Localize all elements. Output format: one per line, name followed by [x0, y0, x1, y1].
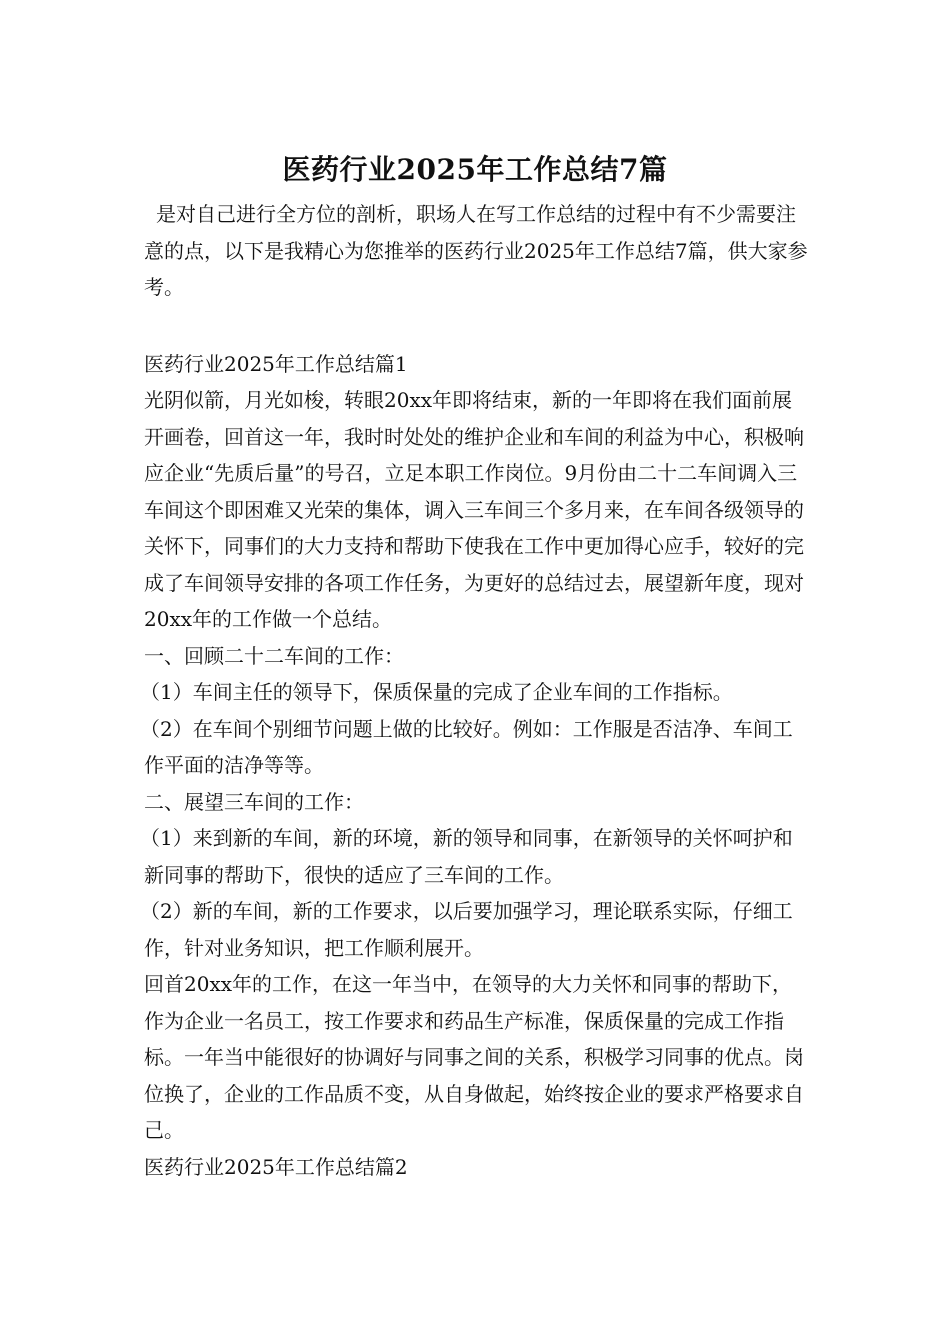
intro-paragraph: 是对自己进行全方位的剖析，职场人在写工作总结的过程中有不少需要注意的点，以下是我精心为您推举的医药行业2025年工作总结7篇，供大家参考。 [144, 202, 808, 299]
section-2-title: 医药行业2025年工作总结篇2 [144, 1154, 408, 1179]
section-1-item-1: （1）车间主任的领导下，保质保量的完成了企业车间的工作指标。 [140, 680, 733, 704]
section-1-paragraph-1: 光阴似箭，月光如梭，转眼20xx年即将结束，新的一年即将在我们面前展开画卷，回首这一年，我时时处处的维护企业和车间的利益为中心，积极响应企业“先质后量”的号召，立足本职工作岗位。9月份由二十二车间调入三车间这个即困难又光荣的集体，调入三车间三个多月来，在车间各级领导的关怀下，同事们的大力支持和帮助下使我在工作中更加得心应手，较好的完成了车间领导安排的各项工作任务，为更好的总结过去，展望新年度，现对20xx年的工作做一个总结。 [144, 388, 804, 631]
section-1-heading-2: 二、展望三车间的工作： [144, 789, 364, 814]
section-1-paragraph-2: 回首20xx年的工作，在这一年当中，在领导的大力关怀和同事的帮助下，作为企业一名员工，按工作要求和药品生产标准，保质保量的完成工作指标。一年当中能很好的协调好与同事之间的关系，积极学习同事的优点。岗位换了，企业的工作品质不变，从自身做起，始终按企业的要求严格要求自己。 [144, 972, 804, 1142]
section-1-item-4: （2）新的车间，新的工作要求，以后要加强学习，理论联系实际，仔细工作，针对业务知识，把工作顺利展开。 [140, 899, 793, 960]
section-1-item-3: （1）来到新的车间，新的环境，新的领导和同事，在新领导的关怀呵护和新同事的帮助下，很快的适应了三车间的工作。 [140, 826, 793, 887]
section-1-title: 医药行业2025年工作总结篇1 [144, 351, 408, 376]
section-1-item-2: （2）在车间个别细节问题上做的比较好。例如：工作服是否洁净、车间工作平面的洁净等等。 [140, 716, 793, 777]
section-1-heading-1: 一、回顾二十二车间的工作： [144, 643, 404, 668]
document-content [140, 196, 810, 1185]
document-title: 医药行业2025年工作总结7篇 [282, 152, 668, 186]
